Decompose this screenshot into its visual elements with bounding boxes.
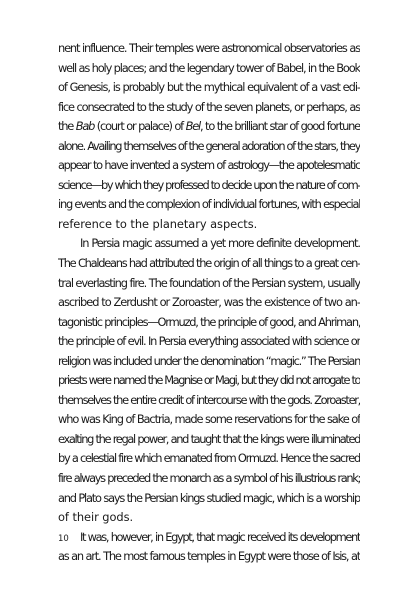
paragraph-1: [58, 39, 360, 234]
text-line: ing events and the complexion of individual fortunes, with especial: [58, 197, 360, 212]
text-line: of Genesis, is probably but the mythical equivalent of a vast edi-: [58, 80, 360, 95]
text-line: science—by which they professed to decide upon the nature of com-: [58, 177, 360, 192]
text-line: exalting the regal power, and taught that the kings were illuminated: [58, 431, 360, 446]
text-line: of their gods.: [58, 510, 134, 525]
text-line: appear to have invented a system of astrology—the apotelesmatic: [58, 158, 360, 173]
text-segment: , to the brilliant star of good fortune: [200, 119, 360, 134]
italic-term-bel: Bel: [185, 119, 201, 134]
italic-term-bab: Bab: [75, 119, 95, 134]
text-line: [58, 117, 360, 137]
text-line: ascribed to Zerdusht or Zoroaster, was the existence of two an-: [58, 295, 360, 310]
text-line: as an art. The most famous temples in Egypt were those of Isis, at: [58, 549, 360, 564]
text-line: priests were named the Magnise or Magi, but they did not arrogate to: [58, 373, 360, 388]
text-line: who was King of Bactria, made some reservations for the sake of: [58, 412, 360, 427]
text-line: It was, however, in Egypt, that magic received its development: [80, 529, 360, 544]
text-line: In Persia magic assumed a yet more definite development.: [80, 236, 360, 251]
text-line: themselves the entire credit of intercourse with the gods. Zoroaster,: [58, 392, 360, 407]
text-line: and Plato says the Persian kings studied magic, which is a worship: [58, 490, 360, 505]
page-number: 10: [58, 534, 69, 544]
text-line: tral everlasting fire. The foundation of the Persian system, usually: [58, 275, 360, 290]
text-line: The Chaldeans had attributed the origin of all things to a great cen-: [58, 256, 360, 271]
text-line: alone. Availing themselves of the general adoration of the stars, they: [58, 138, 360, 153]
text-line: tagonistic principles—Ormuzd, the principle of good, and Ahriman,: [58, 314, 360, 329]
text-line: religion was included under the denomination “magic.” The Persian: [58, 353, 360, 368]
paragraph-3: [58, 528, 360, 567]
text-line: reference to the planetary aspects.: [58, 216, 258, 231]
body-text: [58, 39, 360, 567]
text-segment: (court or palace) of: [94, 119, 186, 134]
text-line: the principle of evil. In Persia everything associated with science or: [58, 334, 360, 349]
text-line: nent influence. Their temples were astronomical observatories as: [58, 41, 360, 55]
text-line: fice consecrated to the study of the seven planets, or perhaps, as: [58, 99, 360, 114]
paragraph-2: [58, 234, 360, 527]
text-line: well as holy places; and the legendary tower of Babel, in the Book: [58, 60, 360, 75]
text-line: fire always preceded the monarch as a symbol of his illustrious rank;: [58, 471, 360, 486]
text-line: by a celestial fire which emanated from Ormuzd. Hence the sacred: [58, 451, 360, 466]
text-segment: the: [58, 119, 76, 134]
